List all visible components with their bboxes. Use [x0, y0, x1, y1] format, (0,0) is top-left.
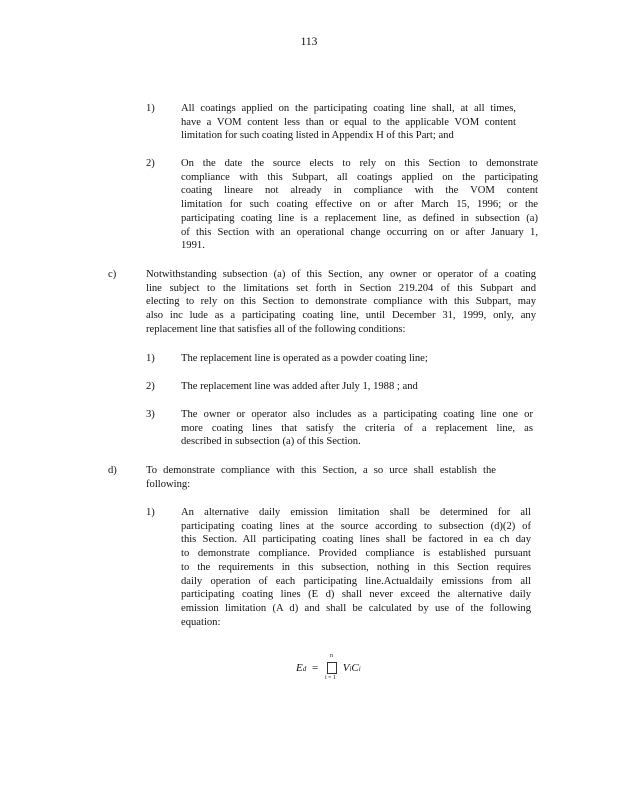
text-line: to the requirements in this subsection, nothing in this Section requires [181, 561, 531, 573]
list-item-text [181, 352, 461, 366]
emission-equation [296, 653, 361, 682]
equation-term-c: C [351, 662, 359, 674]
text-line: compliance with this Subpart, all coatings applied on the participating [181, 171, 538, 183]
list-marker: 2) [146, 158, 155, 169]
text-line: replacement line that satisfies all of the following conditions: [146, 323, 406, 335]
list-item-text [146, 464, 496, 491]
text-line: limitation for such coating listed in Appendix H of this Part; and [181, 130, 454, 142]
text-line: 1991. [181, 240, 205, 252]
text-line: An alternative daily emission limitation shall be determined for all [181, 507, 531, 518]
equation-equals: = [311, 662, 319, 674]
list-item-text [181, 506, 531, 629]
equation-lhs-subscript: d [302, 665, 307, 673]
summation-lower-limit: i = 1 [324, 675, 337, 682]
text-line: daily operation of each participating line.Actualdaily emissions from all [181, 575, 531, 587]
text-line: The replacement line was added after July 1, 1988 ; and [181, 381, 418, 392]
text-line: limitation for such coating effective on or after March 15, 1996; or the [181, 199, 538, 211]
text-line: line subject to the limitations set forth in Section 219.204 of this Subpart and [146, 282, 536, 294]
text-line: The owner or operator also includes as a participating coating line one or [181, 409, 533, 420]
text-line: of this Section with an operational change occurring on or after January 1, [181, 226, 538, 238]
list-marker: 3) [146, 409, 155, 420]
text-line: equation: [181, 616, 221, 628]
list-item-text [181, 102, 516, 143]
list-item-text [146, 268, 536, 337]
text-line: coating lineare not already in compliance with the VOM content [181, 185, 538, 197]
text-line: described in subsection (a) of this Section. [181, 436, 361, 448]
text-line: participating coating lines at the source according to subsection (d)(2) of [181, 520, 531, 532]
summation-symbol [324, 653, 337, 682]
list-marker: 1) [146, 507, 155, 518]
text-line: have a VOM content less than or equal to the applicable VOM content [181, 116, 516, 128]
text-line: emission limitation (A d) and shall be calculated by use of the following [181, 602, 531, 614]
text-line: this Section. All participating coating lines shall be factored in ea ch day [181, 534, 531, 546]
list-marker: 1) [146, 103, 155, 114]
text-line: also inc lude as a participating coating line, until December 31, 1999, only, any [146, 310, 536, 322]
text-line: to demonstrate compliance. Provided compliance is established pursuant [181, 548, 531, 560]
text-line: electing to rely on this Section to demonstrate compliance with this Subpart, may [146, 296, 536, 308]
list-item-text [181, 157, 538, 253]
list-marker: 1) [146, 353, 155, 364]
text-line: Notwithstanding subsection (a) of this Section, any owner or operator of a coating [146, 269, 536, 280]
equation-term-c-subscript: i [358, 665, 361, 673]
page-number: 113 [300, 36, 318, 48]
list-marker: c) [108, 269, 117, 280]
text-line: participating coating line is a replacement line, as defined in subsection (a) [181, 212, 538, 224]
text-line: All coatings applied on the participating coating line shall, at all times, [181, 103, 516, 114]
text-line: On the date the source elects to rely on this Section to demonstrate [181, 158, 538, 169]
equation-lhs: E [296, 662, 303, 674]
equation-term-v: V [342, 662, 350, 674]
text-line: participating coating lines (E d) shall never exceed the alternative daily [181, 589, 531, 601]
equation-term-v-subscript: i [349, 665, 352, 673]
summation-upper-limit: n [329, 653, 333, 660]
text-line: The replacement line is operated as a powder coating line; [181, 353, 428, 364]
list-item-text [181, 408, 533, 449]
text-line: following: [146, 478, 191, 490]
list-marker: d) [108, 465, 117, 476]
list-marker: 2) [146, 381, 155, 392]
text-line: To demonstrate compliance with this Section, a so urce shall establish the [146, 465, 496, 476]
text-line: more coating lines that satisfy the criteria of a replacement line, as [181, 422, 533, 434]
list-item-text [181, 380, 446, 394]
